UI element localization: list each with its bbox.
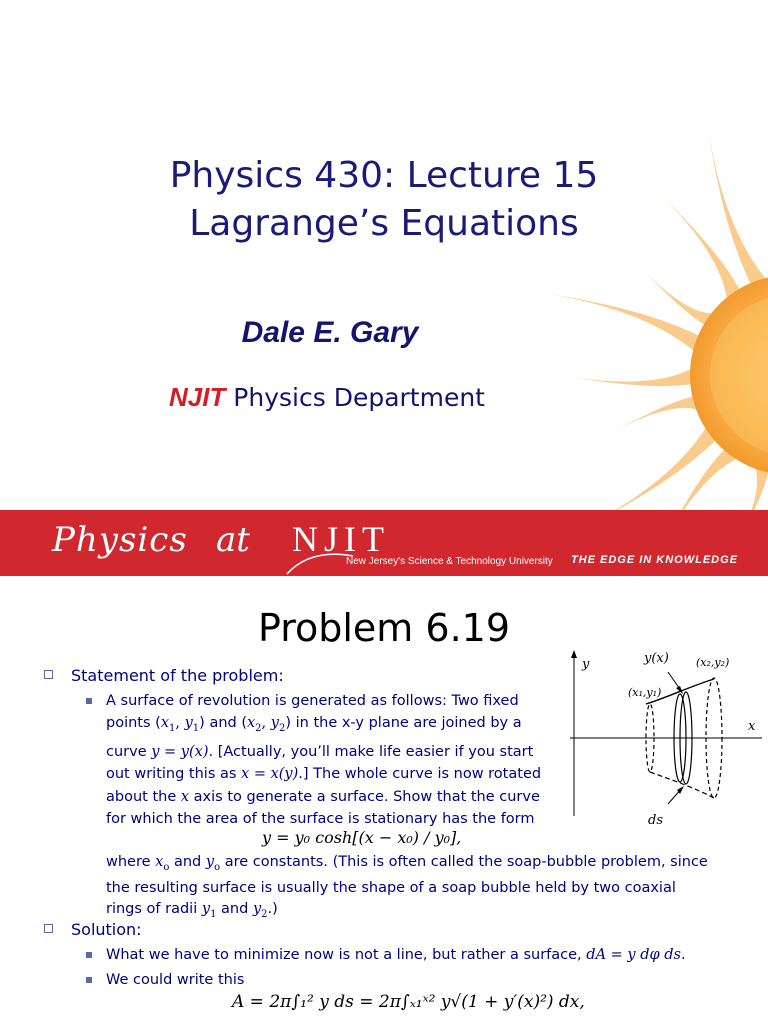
banner-edge: THE EDGE IN KNOWLEDGE [570, 554, 738, 566]
solution-line-2: We could write this [106, 972, 245, 988]
problem-title: Problem 6.19 [257, 606, 511, 650]
swoosh-icon [285, 550, 355, 576]
title-line-1: Physics 430: Lecture 15 [169, 155, 599, 196]
bullet-solution: Solution: [44, 920, 142, 939]
njit-label: NJIT [169, 382, 226, 412]
sub-bullet-icon [86, 952, 92, 958]
statement-text: A surface of revolution is generated as follows: Two fixed points ($x_1$, $y_1$) and ($x_2$, $y_2$) in the x-y plane are joined by a curve y = y(x). [Actually, you’ll make life easier if you start out writing this as x = x(y).] The whole curve is now rotated about the x axis to generate a surface. Show that the curve for which the area of the surface is stationary has the form [106, 693, 542, 827]
author-name: Dale E. Gary [241, 316, 419, 349]
area-integral-equation: A = 2π∫₁² y ds = 2π∫ₓ₁ˣ² y√(1 + y′(x)²) dx, [232, 992, 585, 1012]
physics-banner [0, 510, 768, 576]
point-1-label: (x₁,y₁) [628, 686, 662, 699]
bullet-box-icon [44, 670, 53, 679]
problem-slide [0, 576, 768, 1024]
curve-label: y(x) [644, 651, 669, 666]
title-line-2: Lagrange’s Equations [189, 203, 579, 244]
continuation-text: where $x_o$ and $y_o$ are constants. (This is often called the soap-bubble problem, since the resulting surface is usually the shape of a soap bubble held by two coaxial rings of radii $y_1$ and $y_2$.) [106, 854, 708, 920]
bullet-box-icon [44, 924, 53, 933]
x-axis-label: x [748, 719, 756, 734]
department-label: Physics Department [225, 383, 485, 412]
stationary-equation: y = y₀ cosh[(x − x₀) / y₀], [262, 828, 462, 847]
sub-bullet-icon [86, 698, 92, 704]
solution-line-1: What we have to minimize now is not a line, but rather a surface, dA = y dφ ds. [106, 947, 686, 963]
bullet-statement: Statement of the problem: [44, 666, 284, 685]
ds-label: ds [648, 813, 663, 826]
banner-physics: Physics [52, 520, 188, 560]
sub-bullet-icon [86, 977, 92, 983]
banner-tagline: New Jersey's Science & Technology University [346, 556, 553, 567]
njit-logo: NJIT [292, 519, 390, 559]
surface-diagram [566, 646, 766, 826]
point-2-label: (x₂,y₂) [696, 656, 730, 669]
banner-at: at [216, 520, 250, 560]
y-axis-label: y [582, 657, 590, 672]
lecture-title [0, 152, 768, 248]
department [0, 382, 654, 413]
